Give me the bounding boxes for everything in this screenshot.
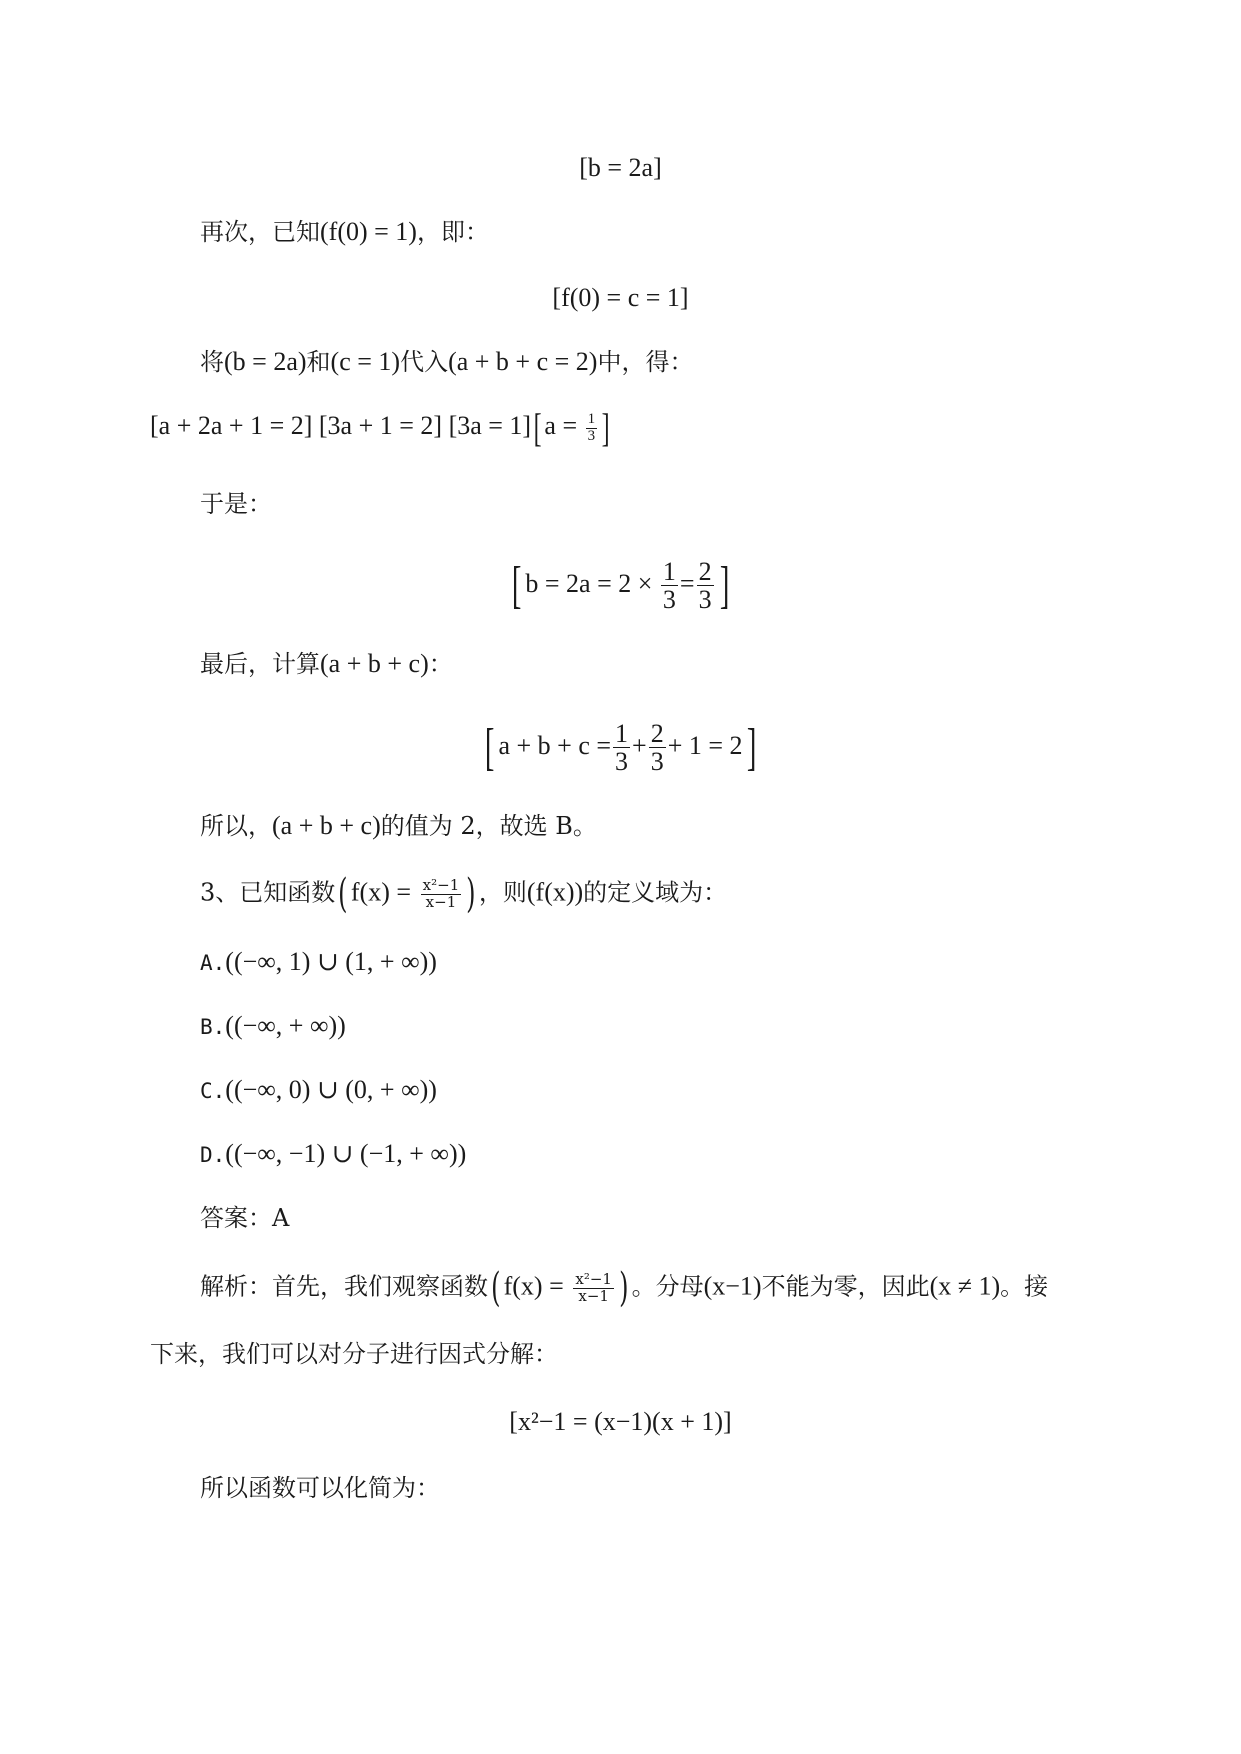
- fraction-one-third: $\frac{1}{3}$: [587, 410, 596, 444]
- option-d: D.((−∞, −1) ∪ (−1, + ∞)): [200, 1139, 467, 1168]
- equation-chain-a: [a + 2a + 1 = 2] [3a + 1 = 2] [3a = 1][ a = $\frac{1}{3}$ ]: [150, 405, 610, 451]
- fraction-function: $\frac{\text{x²−1}}{x-1}$: [575, 1269, 612, 1305]
- fraction-1-3: $\frac{1}{3}$: [662, 557, 676, 615]
- fraction-2-3: $\frac{2}{3}$: [650, 719, 664, 777]
- fraction-2-3: $\frac{2}{3}$: [698, 557, 712, 615]
- text-simplify: 所以函数可以化简为：: [200, 1474, 440, 1502]
- equation-b-2a: [b = 2a]: [579, 153, 662, 182]
- analysis-line-2: 下来，我们可以对分子进行因式分解：: [150, 1340, 558, 1368]
- text-given-f0: 再次，已知(f(0) = 1)，即：: [200, 217, 489, 246]
- text-conclusion: 所以，(a + b + c)的值为 2，故选 B。: [200, 811, 597, 840]
- equation-f0-c: [f(0) = c = 1]: [552, 283, 689, 312]
- fraction-function: $\frac{\text{x²−1}}{x-1}$: [422, 875, 460, 911]
- analysis-line-1: 解析：首先，我们观察函数( f(x) = $\frac{\text{x²−1}}{x-1}$ ) 。分母(x−1)不能为零，因此(x ≠ 1)。接: [200, 1265, 1049, 1311]
- fraction-1-3: $\frac{1}{3}$: [615, 719, 629, 777]
- option-c: C.((−∞, 0) ∪ (0, + ∞)): [200, 1075, 437, 1104]
- option-b: B.((−∞, + ∞)): [200, 1011, 346, 1040]
- text-therefore: 于是：: [200, 490, 272, 518]
- answer-line: 答案：A: [200, 1204, 290, 1232]
- equation-factorization: [x²−1 = (x−1)(x + 1)]: [509, 1407, 732, 1436]
- option-a: A.((−∞, 1) ∪ (1, + ∞)): [200, 947, 437, 976]
- text-substitute: 将(b = 2a)和(c = 1)代入(a + b + c = 2)中，得：: [200, 347, 694, 376]
- equation-sum: [ a + b + c = $\frac{1}{3}$ + $\frac{2}{3}$ + 1 = 2]: [485, 718, 756, 777]
- text-finally: 最后，计算(a + b + c)：: [200, 649, 453, 678]
- equation-b-value: [ b = 2a = 2 × $\frac{1}{3}$ = $\frac{2}{3}$ ]: [511, 556, 730, 615]
- question-3: 3、已知函数( f(x) = $\frac{\text{x²−1}}{x-1}$ ) ，则(f(x))的定义域为：: [200, 871, 728, 917]
